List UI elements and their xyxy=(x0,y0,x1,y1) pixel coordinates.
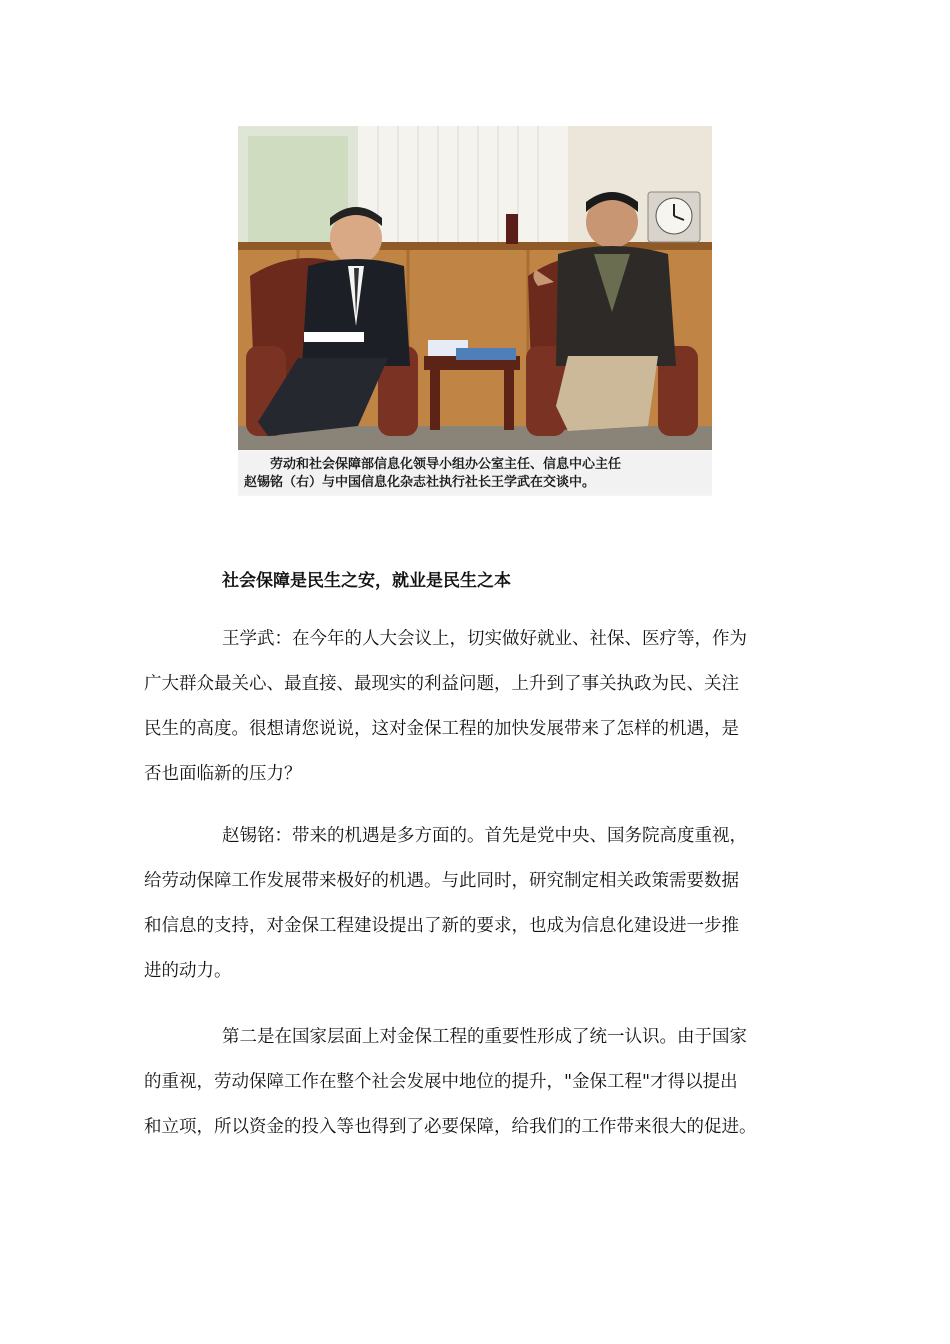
section-heading: 社会保障是民生之安，就业是民生之本 xyxy=(222,571,511,591)
paragraph-line: 的重视，劳动保障工作在整个社会发展中地位的提升，"金保工程"才得以提出 xyxy=(144,1072,738,1092)
caption-line-2: 赵锡铭（右）与中国信息化杂志社执行社长王学武在交谈中。 xyxy=(244,475,596,490)
paragraph-line: 给劳动保障工作发展带来极好的机遇。与此同时，研究制定相关政策需要数据 xyxy=(144,871,739,891)
photo-caption xyxy=(238,452,712,494)
paragraph-line: 广大群众最关心、最直接、最现实的利益问题，上升到了事关执政为民、关注 xyxy=(144,674,739,694)
paragraph-1 xyxy=(144,617,824,797)
paragraph-line: 王学武：在今年的人大会议上，切实做好就业、社保、医疗等，作为 xyxy=(222,629,747,649)
paragraph-line: 赵锡铭：带来的机遇是多方面的。首先是党中央、国务院高度重视， xyxy=(222,826,747,846)
paragraph-line: 第二是在国家层面上对金保工程的重要性形成了统一认识。由于国家 xyxy=(222,1027,747,1047)
paragraph-line: 和立项，所以资金的投入等也得到了必要保障，给我们的工作带来很大的促进。 xyxy=(144,1117,757,1137)
paragraph-line: 民生的高度。很想请您说说，这对金保工程的加快发展带来了怎样的机遇，是 xyxy=(144,719,739,739)
paragraph-line: 否也面临新的压力？ xyxy=(144,764,302,784)
article-figure xyxy=(238,126,712,496)
paragraph-line: 进的动力。 xyxy=(144,961,232,981)
interview-photo xyxy=(238,126,712,450)
paragraph-line: 和信息的支持，对金保工程建设提出了新的要求，也成为信息化建设进一步推 xyxy=(144,916,739,936)
paragraph-2 xyxy=(144,814,824,994)
paragraph-3 xyxy=(144,1015,824,1150)
caption-line-1: 劳动和社会保障部信息化领导小组办公室主任、信息中心主任 xyxy=(270,457,622,472)
